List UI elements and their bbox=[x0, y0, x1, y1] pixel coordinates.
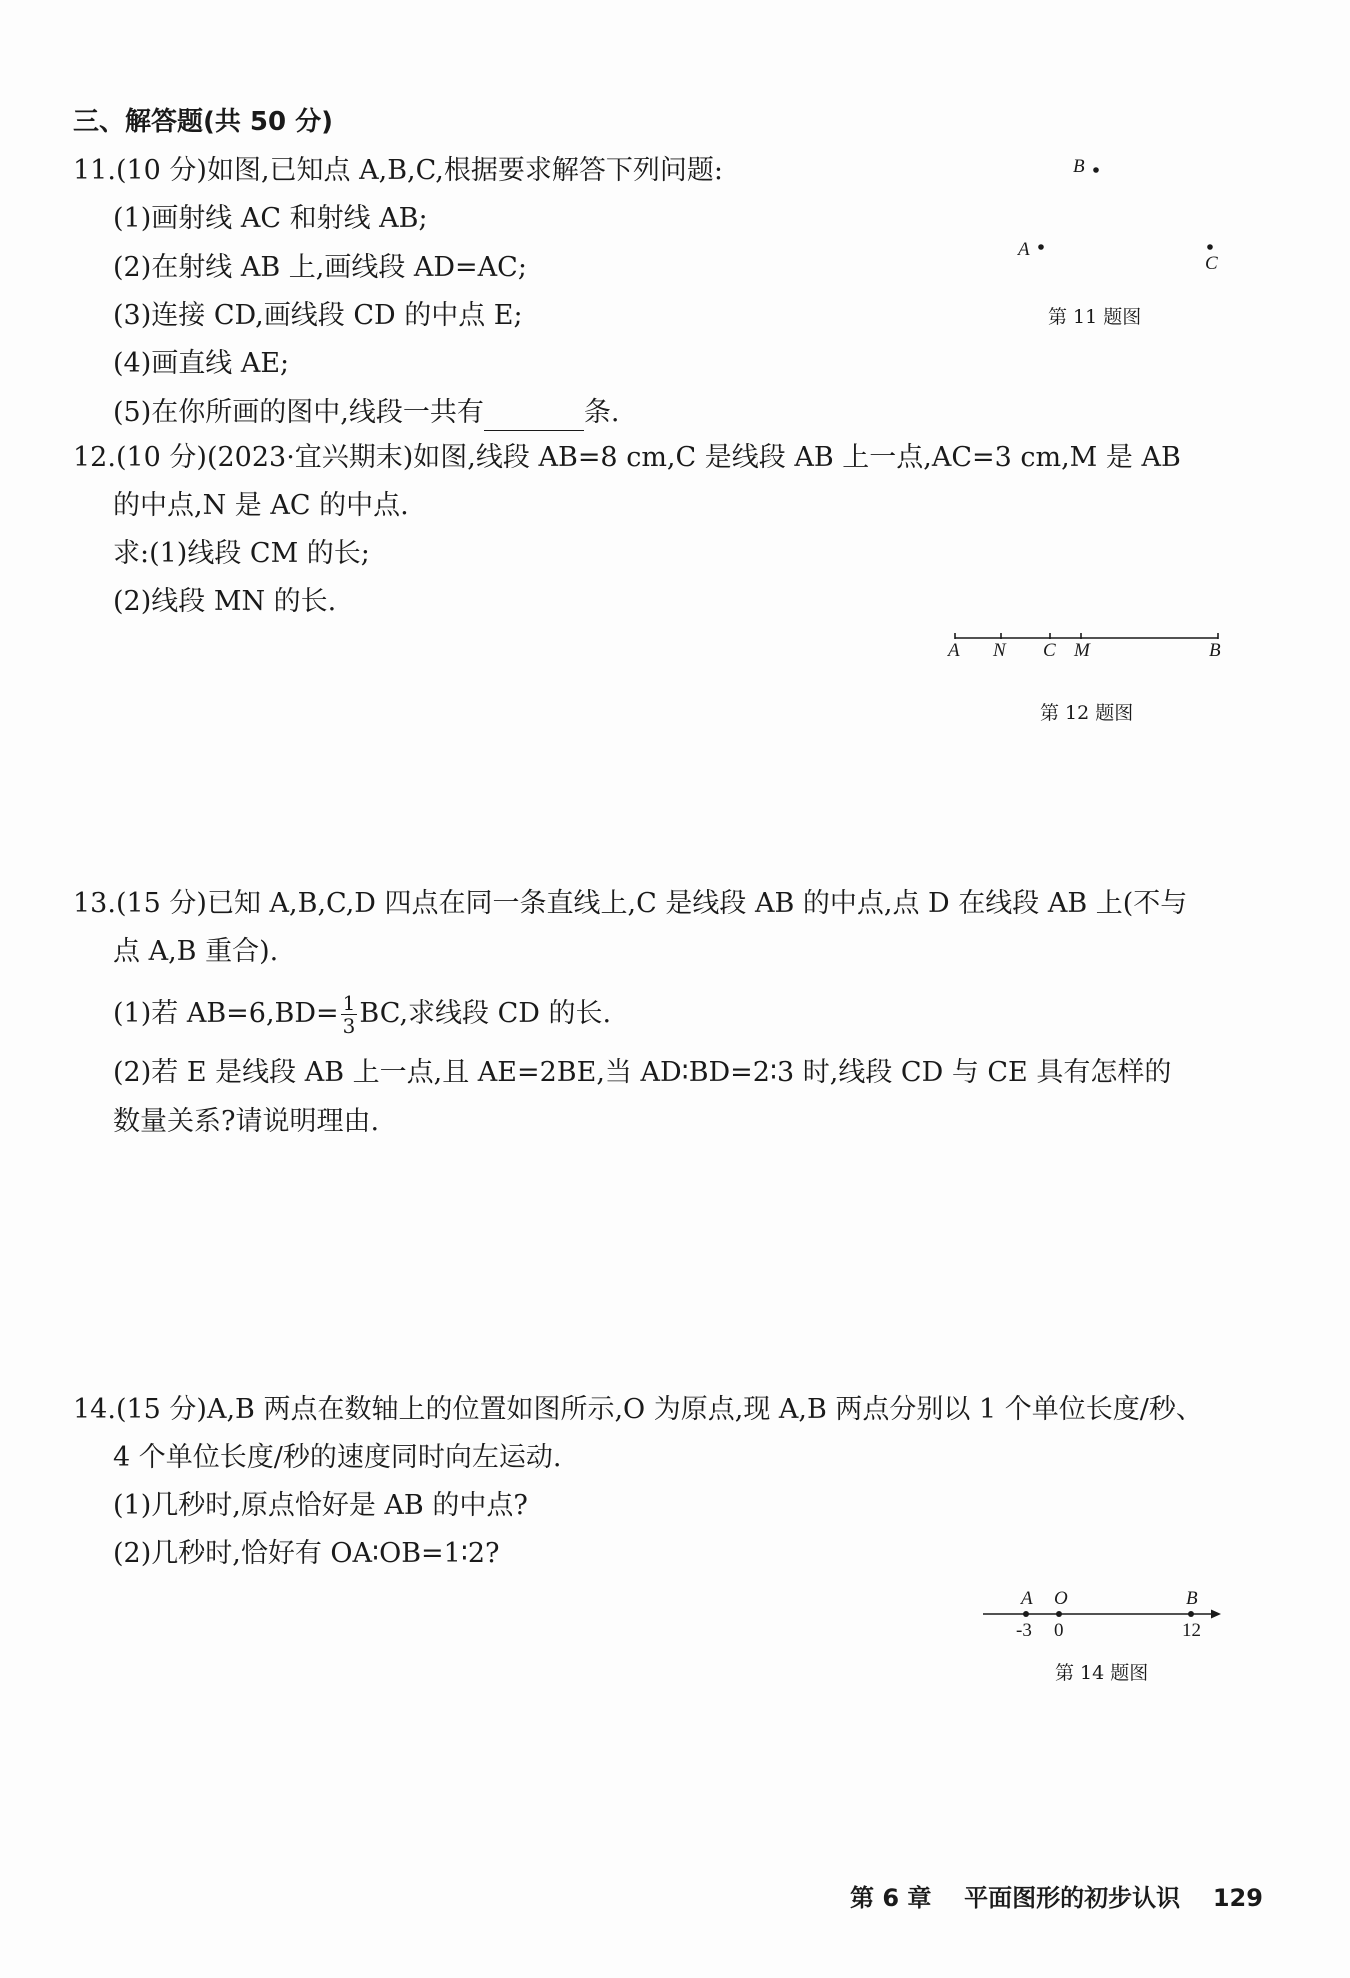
arrow-right-icon bbox=[1211, 1610, 1221, 1619]
q11-part5 bbox=[113, 395, 619, 431]
fraction-numerator: 1 bbox=[342, 991, 356, 1015]
section-title: 三、解答题(共 50 分) bbox=[73, 107, 334, 137]
answer-blank[interactable] bbox=[484, 404, 584, 431]
fig11-caption: 第 11 题图 bbox=[1048, 306, 1142, 328]
fig14-label-b: B bbox=[1186, 1588, 1198, 1609]
page-number: 129 bbox=[1212, 1884, 1263, 1912]
fig12-label-b: B bbox=[1209, 640, 1221, 661]
q14-part1: (1)几秒时,原点恰好是 AB 的中点? bbox=[113, 1490, 528, 1521]
q12-part2: (2)线段 MN 的长. bbox=[113, 586, 337, 617]
fig12-label-c: C bbox=[1043, 640, 1056, 661]
footer-chapter-title: 平面图形的初步认识 bbox=[964, 1884, 1181, 1912]
q11-part4: (4)画直线 AE; bbox=[113, 348, 290, 379]
fig11-point-b bbox=[1092, 166, 1100, 174]
fig12-label-m: M bbox=[1074, 640, 1090, 661]
q14-stem-line2: 4 个单位长度/秒的速度同时向左运动. bbox=[113, 1442, 562, 1473]
fig14-label-a: A bbox=[1021, 1588, 1033, 1609]
fig12-label-a: A bbox=[948, 640, 960, 661]
q13-part2-line1: (2)若 E 是线段 AB 上一点,且 AE=2BE,当 AD∶BD=2∶3 时,线段 CD 与 CE 具有怎样的 bbox=[113, 1057, 1172, 1088]
fig12-label-n: N bbox=[993, 640, 1006, 661]
q11-part5-text: (5)在你所画的图中,线段一共有 bbox=[113, 397, 484, 428]
fraction-one-third bbox=[341, 992, 358, 1037]
q13-part1 bbox=[113, 992, 611, 1037]
q13-stem-line1: 13.(15 分)已知 A,B,C,D 四点在同一条直线上,C 是线段 AB 的中点,点 D 在线段 AB 上(不与 bbox=[73, 888, 1188, 919]
fig11-point-a bbox=[1037, 243, 1045, 251]
fig14-value-o: 0 bbox=[1054, 1620, 1064, 1641]
q11-part5-end: 条. bbox=[583, 397, 620, 428]
q12-stem-line2: 的中点,N 是 AC 的中点. bbox=[113, 490, 409, 521]
fig11-label-a: A bbox=[1018, 239, 1030, 260]
fig11-label-c: C bbox=[1205, 253, 1218, 274]
page-footer bbox=[850, 1878, 1263, 1913]
q13-part1-end: BC,求线段 CD 的长. bbox=[359, 998, 612, 1029]
fig11-label-b: B bbox=[1073, 156, 1085, 177]
fraction-denominator: 3 bbox=[342, 1014, 356, 1038]
fig14-caption: 第 14 题图 bbox=[1055, 1662, 1149, 1684]
fig14-value-b: 12 bbox=[1182, 1620, 1201, 1641]
q11-part3: (3)连接 CD,画线段 CD 的中点 E; bbox=[113, 300, 523, 331]
q12-part1: 求:(1)线段 CM 的长; bbox=[113, 538, 370, 569]
q11-stem: 11.(10 分)如图,已知点 A,B,C,根据要求解答下列问题: bbox=[73, 155, 723, 186]
q13-part2-line2: 数量关系?请说明理由. bbox=[113, 1106, 380, 1137]
q14-part2: (2)几秒时,恰好有 OA∶OB=1∶2? bbox=[113, 1538, 500, 1569]
q12-stem-line1: 12.(10 分)(2023·宜兴期末)如图,线段 AB=8 cm,C 是线段 AB 上一点,AC=3 cm,M 是 AB bbox=[73, 442, 1181, 473]
fig14-label-o: O bbox=[1054, 1588, 1068, 1609]
q14-stem-line1: 14.(15 分)A,B 两点在数轴上的位置如图所示,O 为原点,现 A,B 两点分别以 1 个单位长度/秒、 bbox=[73, 1394, 1203, 1425]
fig12-caption: 第 12 题图 bbox=[1040, 702, 1134, 724]
fig14-value-a: -3 bbox=[1016, 1620, 1032, 1641]
q13-stem-line2: 点 A,B 重合). bbox=[113, 936, 279, 967]
footer-chapter: 第 6 章 bbox=[850, 1884, 932, 1912]
q11-part1: (1)画射线 AC 和射线 AB; bbox=[113, 203, 428, 234]
fig11-point-c bbox=[1206, 243, 1214, 251]
q13-part1-text: (1)若 AB=6,BD= bbox=[113, 998, 339, 1029]
q11-part2: (2)在射线 AB 上,画线段 AD=AC; bbox=[113, 252, 527, 283]
